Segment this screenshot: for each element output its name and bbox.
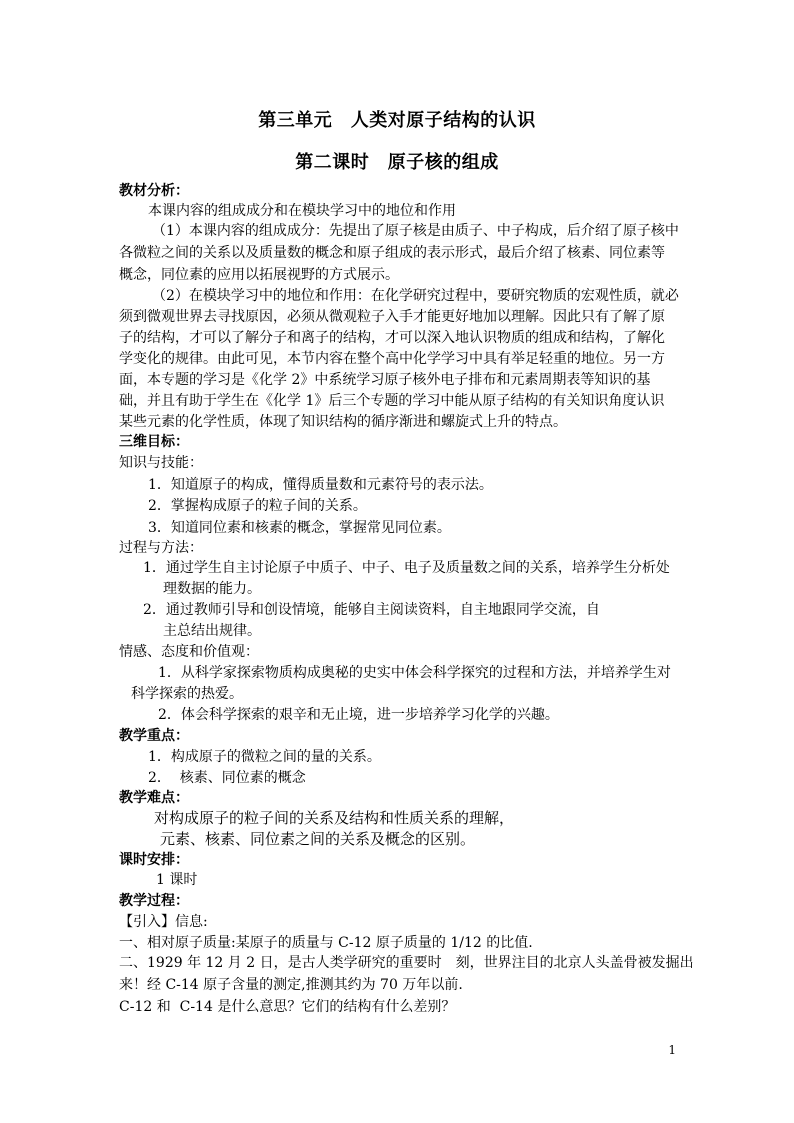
key-point-item: 1．构成原子的微粒之间的量的关系。	[148, 749, 381, 765]
knowledge-item: 2．掌握构成原子的粒子间的关系。	[148, 498, 367, 514]
subheading-process: 过程与方法：	[119, 540, 203, 556]
analysis-line: （2）在模块学习中的地位和作用：在化学研究过程中，要研究物质的宏观性质，就必	[152, 288, 679, 304]
analysis-line: 面，本专题的学习是《化学 2》中系统学习原子核外电子排布和元素周期表等知识的基	[119, 372, 651, 388]
key-point-item: 2． 核素、同位素的概念	[148, 770, 306, 786]
analysis-line: （1）本课内容的组成成分：先提出了原子核是由质子、中子构成，后介绍了原子核中	[152, 223, 679, 239]
teaching-process-line: 【引入】信息:	[119, 914, 208, 930]
section-heading-process: 教学过程：	[119, 893, 189, 909]
analysis-line: 概念，同位素的应用以拓展视野的方式展示。	[119, 267, 399, 283]
attitude-line: 2．体会科学探索的艰辛和无止境，进一步培养学习化学的兴趣。	[158, 707, 559, 723]
teaching-process-line: 来！经 C-14 原子含量的测定,推测其约为 70 万年以前.	[119, 977, 463, 993]
subheading-attitude: 情感、态度和价值观：	[119, 644, 259, 660]
section-heading-goals: 三维目标：	[119, 434, 189, 450]
page-number: 1	[668, 1043, 676, 1057]
section-heading-schedule: 课时安排：	[119, 852, 189, 868]
section-heading-analysis: 教材分析：	[119, 183, 189, 199]
teaching-process-line: 一、相对原子质量:某原子的质量与 C-12 原子质量的 1/12 的比值.	[119, 935, 533, 951]
process-line: 主总结出规律。	[163, 623, 261, 639]
analysis-line: 须到微观世界去寻找原因，必须从微观粒子入手才能更好地加以理解。因此只有了解了原	[119, 309, 665, 325]
process-line: 1．通过学生自主讨论原子中质子、中子、电子及质量数之间的关系，培养学生分析处	[143, 560, 670, 576]
attitude-line: 1．从科学家探索物质构成奥秘的史实中体会科学探究的过程和方法，并培养学生对	[158, 665, 671, 681]
teaching-process-line: 二、1929 年 12 月 2 日，是古人类学研究的重要时 刻，世界注目的北京人头盖骨被发掘出	[119, 955, 694, 971]
difficulty-item: 元素、核素、同位素之间的关系及概念的区别。	[160, 830, 476, 848]
process-line: 理数据的能力。	[163, 581, 261, 597]
document-subtitle: 第二课时 原子核的组成	[295, 152, 499, 173]
section-heading-difficulties: 教学难点：	[119, 790, 189, 806]
analysis-line: 本课内容的组成成分和在模块学习中的地位和作用	[148, 203, 456, 219]
analysis-line: 学变化的规律。由此可见，本节内容在整个高中化学学习中具有举足轻重的地位。另一方	[119, 351, 665, 367]
analysis-line: 础，并且有助于学生在《化学 1》后三个专题的学习中能从原子结构的有关知识角度认识	[119, 393, 665, 409]
schedule-value: 1 课时	[156, 872, 198, 888]
teaching-process-line: C-12 和 C-14 是什么意思？它们的结构有什么差别？	[119, 999, 456, 1015]
attitude-line: 科学探索的热爱。	[131, 686, 243, 702]
section-heading-key-points: 教学重点：	[119, 728, 189, 744]
difficulty-item: 对构成原子的粒子间的关系及结构和性质关系的理解，	[154, 809, 515, 827]
process-line: 2．通过教师引导和创设情境，能够自主阅读资料，自主地跟同学交流，自	[143, 602, 600, 618]
knowledge-item: 3．知道同位素和核素的概念，掌握常见同位素。	[148, 520, 451, 536]
analysis-line: 某些元素的化学性质，体现了知识结构的循序渐进和螺旋式上升的特点。	[119, 414, 567, 430]
analysis-line: 子的结构，才可以了解分子和离子的结构，才可以深入地认识物质的组成和结构，了解化	[119, 330, 665, 346]
analysis-line: 各微粒之间的关系以及质量数的概念和原子组成的表示形式，最后介绍了核素、同位素等	[119, 245, 665, 261]
document-title: 第三单元 人类对原子结构的认识	[258, 110, 536, 131]
knowledge-item: 1．知道原子的构成，懂得质量数和元素符号的表示法。	[148, 477, 493, 493]
subheading-knowledge: 知识与技能：	[119, 455, 203, 471]
